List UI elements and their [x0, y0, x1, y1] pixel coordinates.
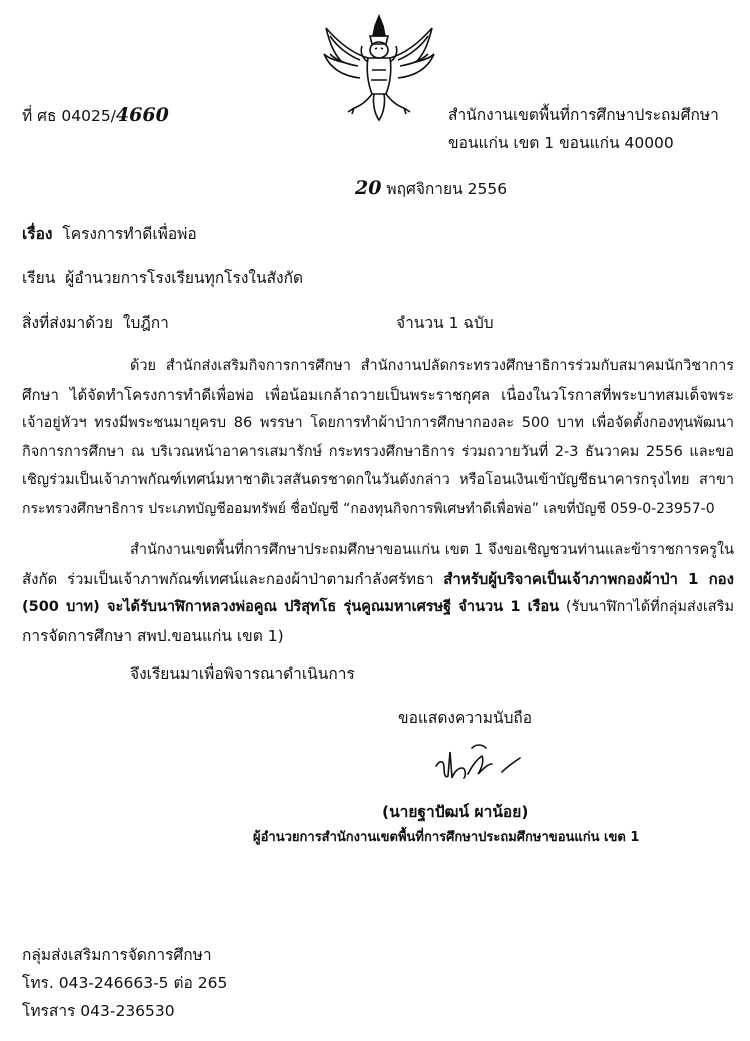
body-paragraph-1-line: ด้วย สำนักส่งเสริมกิจการการศึกษา สำนักงานปลัดกระทรวงศึกษาธิการร่วมกับสมาคมนักวิชาการ: [130, 358, 734, 374]
enclosure-item: ใบฎีกา: [122, 314, 169, 332]
subject-line: [22, 224, 197, 244]
body-paragraph-2-line: การจัดการศึกษา สพป.ขอนแก่น เขต 1): [22, 626, 284, 645]
garuda-emblem-icon: [320, 14, 438, 122]
subject-text: โครงการทำดีเพื่อพ่อ: [62, 225, 197, 243]
closing-request: จึงเรียนมาเพื่อพิจารณาดำเนินการ: [130, 665, 355, 683]
enclosure-line: [22, 313, 169, 333]
recipient-line: [22, 268, 303, 288]
date-month-year: พฤศจิกายน 2556: [386, 180, 508, 198]
recipient-text: ผู้อำนวยการโรงเรียนทุกโรงในสังกัด: [65, 269, 304, 287]
body-paragraph-2-text: (รับนาฬิกาได้ที่กลุ่มส่งเสริม: [559, 599, 734, 615]
body-paragraph-2-line: สำนักงานเขตพื้นที่การศึกษาประถมศึกษาขอนแก่น เขต 1 จึงขอเชิญชวนท่านและข้าราชการครูใน: [130, 542, 734, 558]
body-paragraph-1: [22, 352, 734, 523]
body-paragraph-2-highlight: สำหรับผู้บริจาคเป็นเจ้าภาพกองผ้าป่า 1 กอง: [443, 569, 734, 588]
enclosure-label: สิ่งที่ส่งมาด้วย: [22, 314, 114, 332]
body-paragraph-2-line: [22, 565, 734, 594]
subject-label: เรื่อง: [22, 225, 53, 243]
body-paragraph-1-line: กิจการการศึกษา ณ บริเวณหน้าอาคารเสมารักษ์ กระทรวงศึกษาธิการ ร่วมถวายวันที่ 2-3 ธันวาคม 2556 และขอ: [22, 443, 734, 460]
signatory-position: ผู้อำนวยการสำนักงานเขตพื้นที่การศึกษาประถมศึกษาขอนแก่น เขต 1: [253, 830, 640, 845]
office-name-line1: สำนักงานเขตพื้นที่การศึกษาประถมศึกษา: [448, 106, 719, 124]
body-paragraph-2: [22, 536, 734, 650]
reference-prefix: ที่ ศธ 04025/: [22, 107, 116, 125]
date-day-handwritten: 20: [355, 177, 382, 199]
recipient-label: เรียน: [22, 269, 56, 287]
office-name-line2: ขอนแก่น เขต 1 ขอนแก่น 40000: [448, 134, 674, 152]
body-paragraph-1-line: เจ้าอยู่หัวฯ ทรงมีพระชนมายุครบ 86 พรรษา โดยการทำผ้าป่าการศึกษากองละ 500 บาท เพื่อจัดตั้งกองทุนพัฒนา: [22, 415, 734, 431]
signatory-name: (นายฐาปัฒน์ ผาน้อย): [382, 803, 529, 821]
body-paragraph-2-highlight: (500 บาท) จะได้รับนาฬิกาหลวงพ่อคูณ ปริสุทโธ รุ่นคูณมหาเศรษฐี จำนวน 1 เรือน: [22, 599, 560, 615]
footer-department: กลุ่มส่งเสริมการจัดการศึกษา: [22, 946, 212, 964]
closing-salutation: ขอแสดงความนับถือ: [398, 709, 533, 727]
reference-number-handwritten: 4660: [115, 104, 169, 126]
body-paragraph-1-line: กระทรวงศึกษาธิการ ประเภทบัญชีออมทรัพย์ ชื่อบัญชี “กองทุนกิจการพิเศษทำดีเพื่อพ่อ” เลขที่บัญชี 059-0-23957-0: [22, 500, 715, 517]
enclosure-quantity: จำนวน 1 ฉบับ: [396, 314, 494, 332]
document-reference: [22, 103, 169, 128]
handwritten-signature-icon: [432, 738, 522, 788]
footer-fax: โทรสาร 043-236530: [22, 1002, 175, 1020]
body-paragraph-2-text: สังกัด ร่วมเป็นเจ้าภาพกัณฑ์เทศน์และกองผ้าป่าตามกำลังศรัทธา: [22, 569, 444, 588]
body-paragraph-1-line: เชิญร่วมเป็นเจ้าภาพกัณฑ์เทศน์มหาชาติเวสสันดรชาดกในวันดังกล่าว หรือโอนเงินเข้าบัญชีธนาคารกรุงไทย สาขา: [22, 472, 734, 488]
footer-phone: โทร. 043-246663-5 ต่อ 265: [22, 974, 228, 992]
document-date: [355, 176, 507, 201]
body-paragraph-1-line: ศึกษา ได้จัดทำโครงการทำดีเพื่อพ่อ เพื่อน้อมเกล้าถวายเป็นพระราชกุศล เนื่องในวโรกาสที่พระบาทสมเด็จพระ: [22, 385, 734, 404]
body-paragraph-2-line: [22, 593, 734, 622]
